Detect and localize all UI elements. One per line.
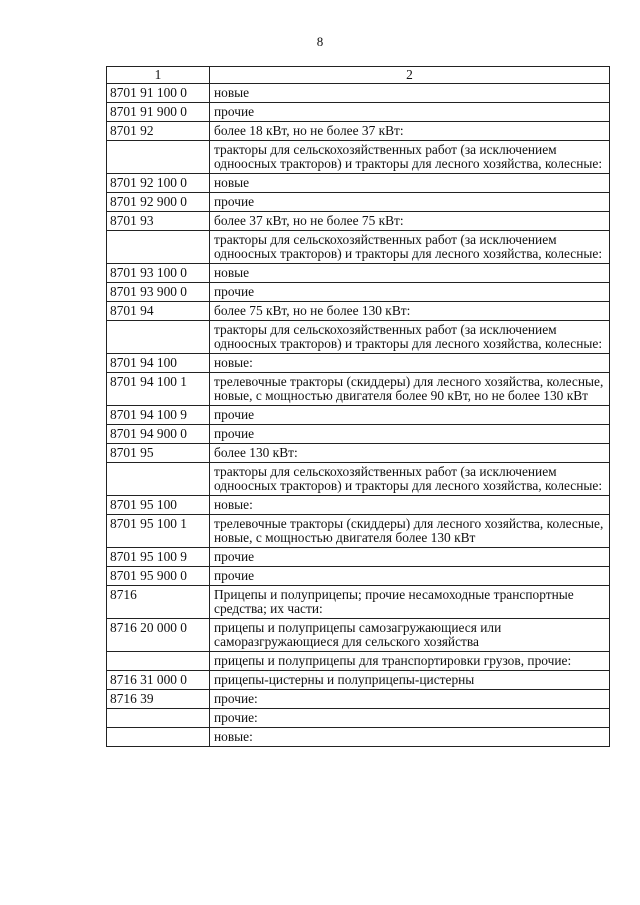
code-cell: 8701 92 900 0 [107, 193, 210, 212]
table-row [107, 567, 610, 586]
table-row [107, 671, 610, 690]
description-cell: новые: [210, 354, 610, 373]
description-cell: новые: [210, 496, 610, 515]
description-cell: прочие: [210, 690, 610, 709]
code-cell: 8716 [107, 586, 210, 619]
table-row [107, 548, 610, 567]
code-cell: 8701 94 100 1 [107, 373, 210, 406]
description-cell: прочие [210, 567, 610, 586]
description-cell: новые [210, 264, 610, 283]
description-cell: прочие [210, 548, 610, 567]
page-number: 8 [316, 34, 324, 49]
code-cell [107, 728, 210, 747]
table-row [107, 463, 610, 496]
description-cell: новые [210, 84, 610, 103]
code-cell: 8701 94 100 [107, 354, 210, 373]
code-cell: 8701 91 100 0 [107, 84, 210, 103]
table-header-row [107, 67, 610, 84]
table-row [107, 619, 610, 652]
table-row [107, 709, 610, 728]
table-row [107, 321, 610, 354]
description-cell: новые: [210, 728, 610, 747]
code-cell: 8701 93 900 0 [107, 283, 210, 302]
description-cell: прицепы и полуприцепы самозагружающиеся или саморазгружающиеся для сельского хозяйства [210, 619, 610, 652]
table-row [107, 283, 610, 302]
code-cell: 8701 93 [107, 212, 210, 231]
table-row [107, 264, 610, 283]
description-cell: новые [210, 174, 610, 193]
code-cell: 8701 92 100 0 [107, 174, 210, 193]
table-row [107, 302, 610, 321]
table-row [107, 406, 610, 425]
code-cell [107, 141, 210, 174]
table-row [107, 231, 610, 264]
code-cell: 8701 93 100 0 [107, 264, 210, 283]
code-cell: 8716 39 [107, 690, 210, 709]
table-row [107, 122, 610, 141]
description-cell: трелевочные тракторы (скиддеры) для лесного хозяйства, колесные, новые, с мощностью двигателя более 130 кВт [210, 515, 610, 548]
code-cell [107, 321, 210, 354]
table-row [107, 690, 610, 709]
description-cell: прочие [210, 103, 610, 122]
column-header-code: 1 [107, 67, 210, 84]
description-cell: прочие [210, 425, 610, 444]
description-cell: более 130 кВт: [210, 444, 610, 463]
table-row [107, 84, 610, 103]
table-row [107, 103, 610, 122]
code-cell: 8701 95 [107, 444, 210, 463]
table-row [107, 425, 610, 444]
description-cell: трелевочные тракторы (скиддеры) для лесного хозяйства, колесные, новые, с мощностью двигателя более 90 кВт, но не более 130 кВт [210, 373, 610, 406]
description-cell: тракторы для сельскохозяйственных работ (за исключением одноосных тракторов) и тракторы для лесного хозяйства, колесные: [210, 141, 610, 174]
code-cell: 8716 31 000 0 [107, 671, 210, 690]
column-header-description: 2 [210, 67, 610, 84]
description-cell: Прицепы и полуприцепы; прочие несамоходные транспортные средства; их части: [210, 586, 610, 619]
description-cell: прочие [210, 283, 610, 302]
code-cell: 8701 92 [107, 122, 210, 141]
description-cell: тракторы для сельскохозяйственных работ (за исключением одноосных тракторов) и тракторы для лесного хозяйства, колесные: [210, 321, 610, 354]
tariff-code-table [106, 66, 610, 747]
code-cell: 8701 94 [107, 302, 210, 321]
description-cell: более 75 кВт, но не более 130 кВт: [210, 302, 610, 321]
code-cell: 8716 20 000 0 [107, 619, 210, 652]
code-cell [107, 231, 210, 264]
code-cell: 8701 95 900 0 [107, 567, 210, 586]
table-body [107, 84, 610, 747]
code-cell: 8701 91 900 0 [107, 103, 210, 122]
description-cell: прицепы и полуприцепы для транспортировки грузов, прочие: [210, 652, 610, 671]
code-cell: 8701 94 900 0 [107, 425, 210, 444]
table-row [107, 515, 610, 548]
code-cell: 8701 95 100 [107, 496, 210, 515]
table-row [107, 652, 610, 671]
table-row [107, 444, 610, 463]
table-row [107, 496, 610, 515]
code-cell [107, 463, 210, 496]
table-row [107, 354, 610, 373]
description-cell: тракторы для сельскохозяйственных работ (за исключением одноосных тракторов) и тракторы для лесного хозяйства, колесные: [210, 231, 610, 264]
table-row [107, 586, 610, 619]
table-row [107, 174, 610, 193]
description-cell: прочие [210, 406, 610, 425]
code-cell [107, 709, 210, 728]
description-cell: тракторы для сельскохозяйственных работ (за исключением одноосных тракторов) и тракторы для лесного хозяйства, колесные: [210, 463, 610, 496]
table-row [107, 373, 610, 406]
description-cell: более 37 кВт, но не более 75 кВт: [210, 212, 610, 231]
description-cell: более 18 кВт, но не более 37 кВт: [210, 122, 610, 141]
table-row [107, 193, 610, 212]
code-cell [107, 652, 210, 671]
description-cell: прочие: [210, 709, 610, 728]
table-row [107, 728, 610, 747]
code-cell: 8701 95 100 1 [107, 515, 210, 548]
code-cell: 8701 95 100 9 [107, 548, 210, 567]
description-cell: прочие [210, 193, 610, 212]
description-cell: прицепы-цистерны и полуприцепы-цистерны [210, 671, 610, 690]
code-cell: 8701 94 100 9 [107, 406, 210, 425]
table-row [107, 212, 610, 231]
table-row [107, 141, 610, 174]
